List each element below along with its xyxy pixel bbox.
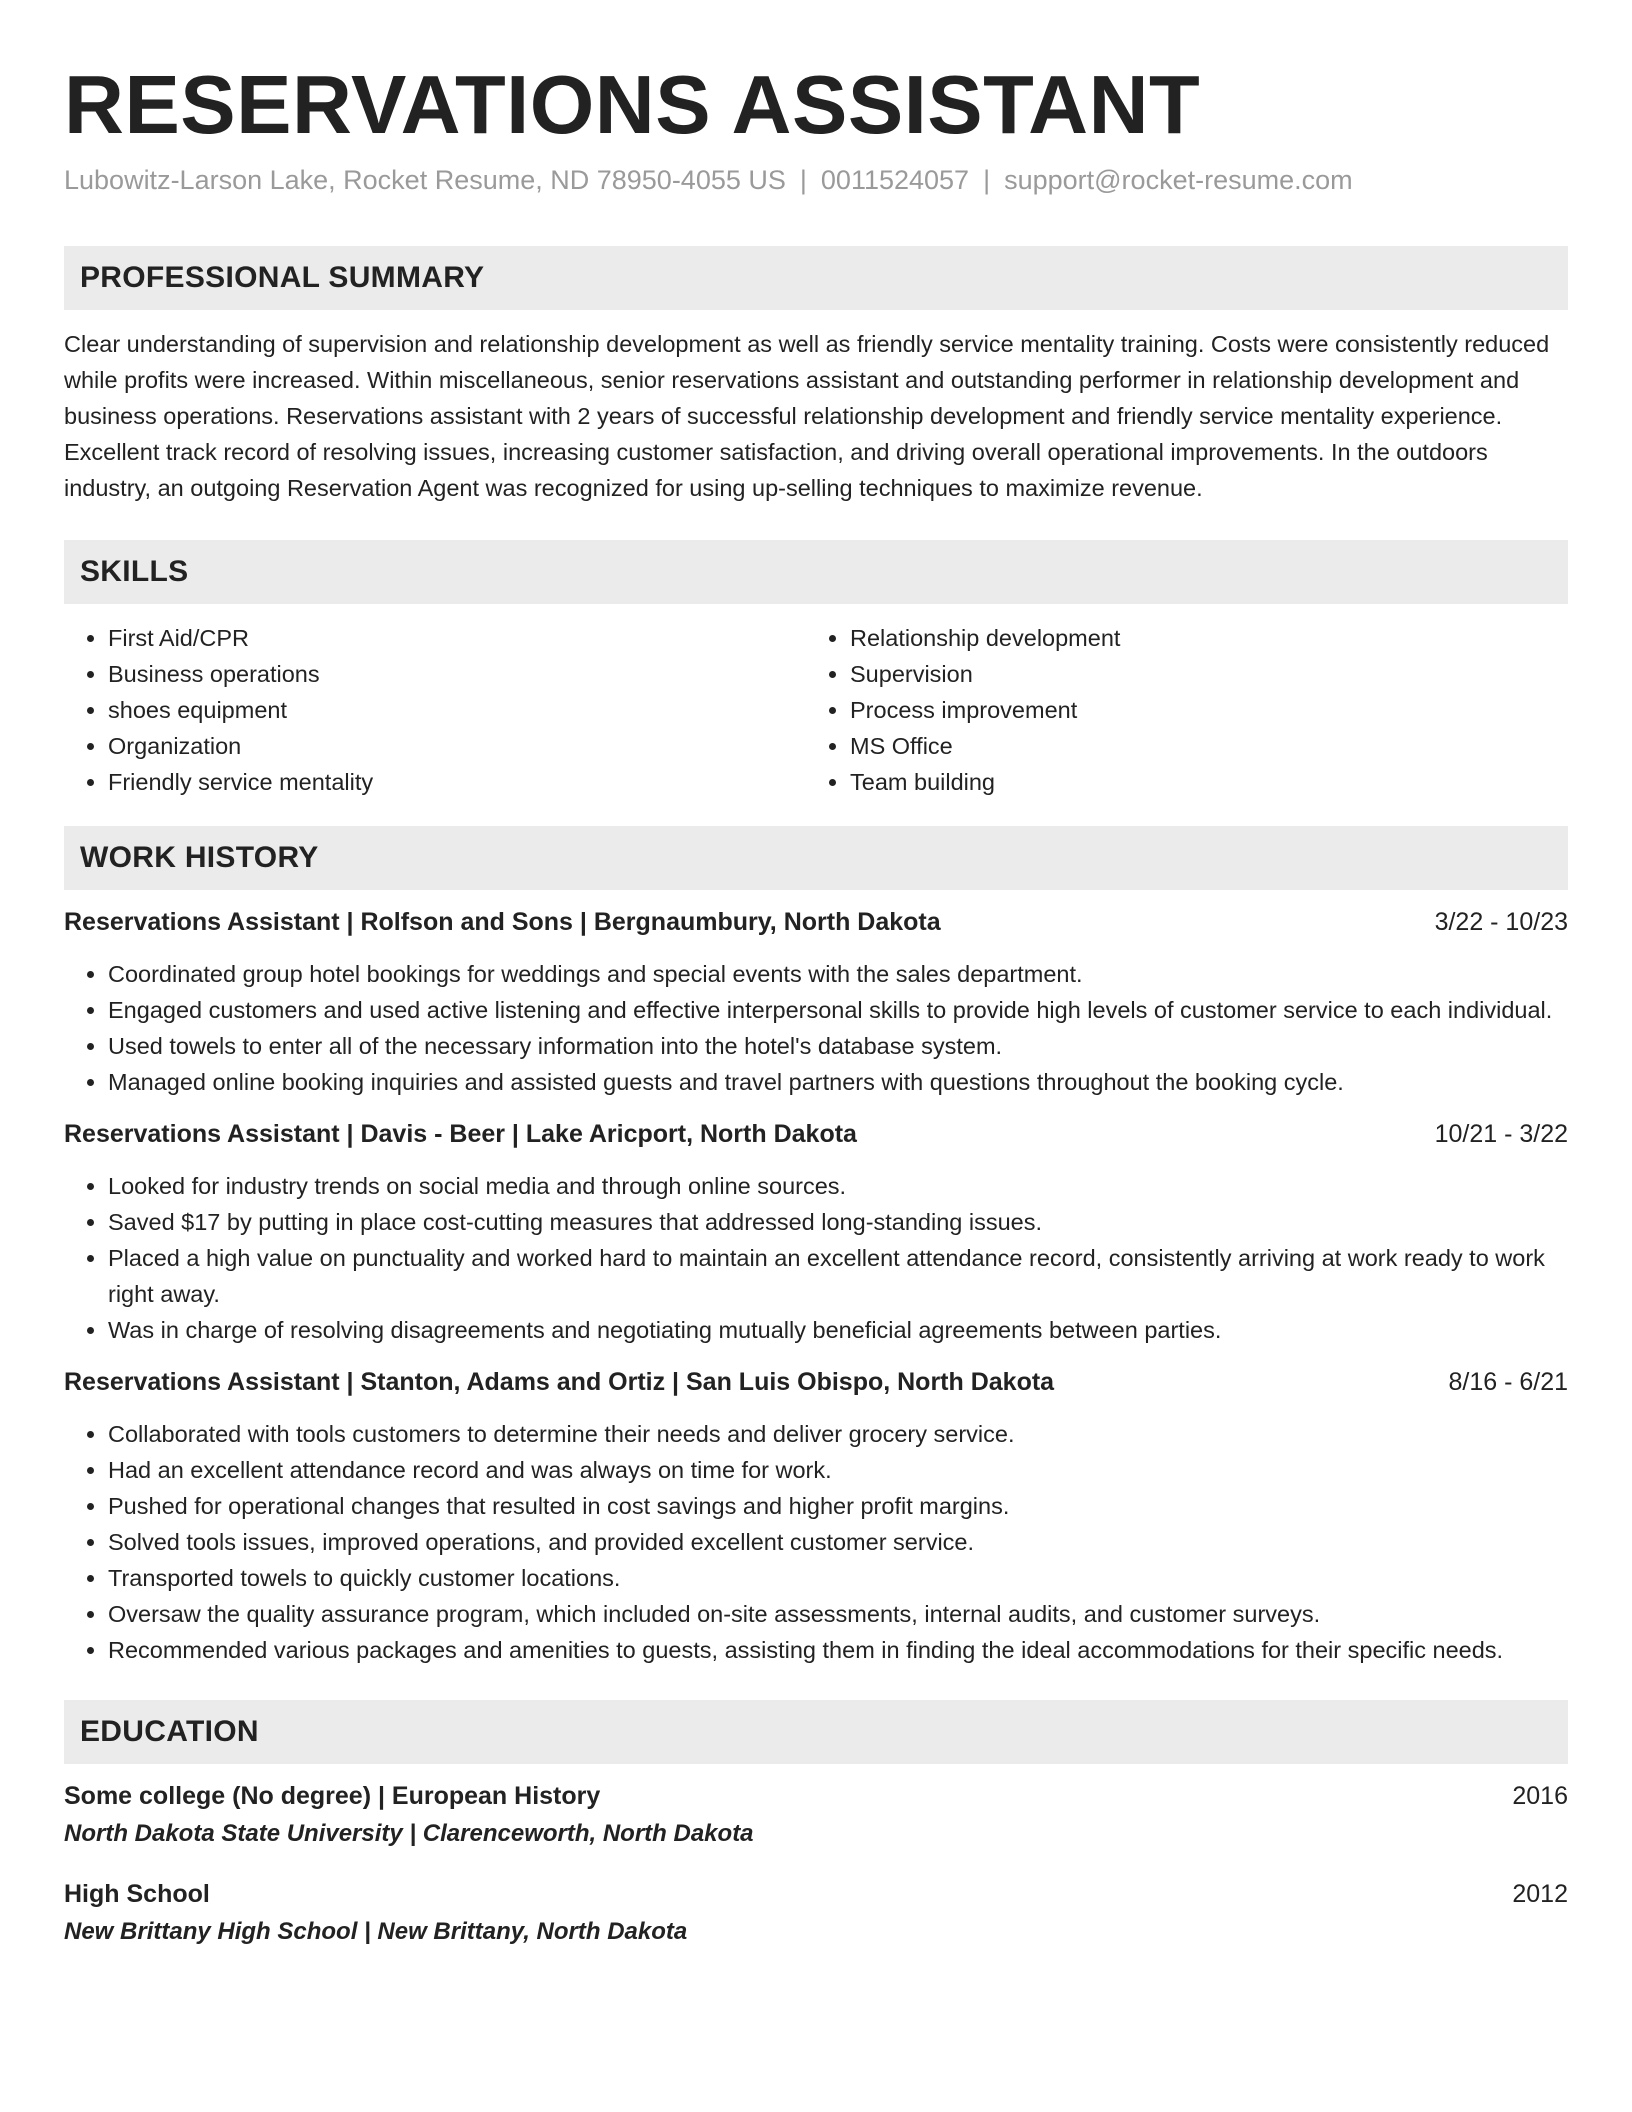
work-section-header [64, 826, 1568, 890]
education-entry [64, 1876, 1568, 1950]
skills-list [64, 620, 1568, 800]
job-dates: 3/22 - 10/23 [1434, 908, 1568, 936]
education-section-header [64, 1700, 1568, 1764]
skill-item: • Business operations [108, 656, 806, 692]
job-entry [64, 904, 1568, 1100]
job-bullet: • Oversaw the quality assurance program, which included on-site assessments, internal audits, and customer surveys. [108, 1596, 1568, 1632]
candidate-name: RESERVATIONS ASSISTANT [64, 58, 1201, 151]
job-header [64, 1116, 1568, 1152]
education-degree: Some college (No degree) | European History [64, 1782, 601, 1810]
summary-text: Clear understanding of supervision and relationship development as well as friendly service mentality training. Costs were consistently reduced while profits were increased. Within miscellaneous, senior reservations assistant and outstanding performer in relationship development and business operations. Reservations assistant with 2 years of successful relationship development and friendly service mentality experience. Excellent track record of resolving issues, increasing customer satisfaction, and driving overall operational improvements. In the outdoors industry, an outgoing Reservation Agent was recognized for using up-selling techniques to maximize revenue. [64, 331, 1550, 501]
skills-section-header [64, 540, 1568, 604]
job-header [64, 1364, 1568, 1400]
work-history [64, 904, 1568, 1668]
job-bullet: • Transported towels to quickly customer locations. [108, 1560, 1568, 1596]
job-bullet: • Had an excellent attendance record and was always on time for work. [108, 1452, 1568, 1488]
skill-item: • MS Office [850, 728, 1568, 764]
education-school: New Brittany High School | New Brittany, North Dakota [64, 1918, 688, 1945]
summary-heading: PROFESSIONAL SUMMARY [80, 261, 485, 294]
summary-section-header [64, 246, 1568, 310]
contact-separator: | [799, 165, 807, 195]
job-dates: 8/16 - 6/21 [1448, 1368, 1568, 1396]
job-entry [64, 1116, 1568, 1348]
job-bullets [64, 956, 1568, 1100]
job-title: Reservations Assistant | Rolfson and Sons | Bergnaumbury, North Dakota [64, 908, 941, 936]
education-year: 2016 [1512, 1782, 1568, 1810]
skill-item: • First Aid/CPR [108, 620, 806, 656]
education-header [64, 1778, 1568, 1814]
job-bullet: • Solved tools issues, improved operations, and provided excellent customer service. [108, 1524, 1568, 1560]
education-header [64, 1876, 1568, 1912]
skills-heading: SKILLS [80, 555, 189, 588]
work-heading: WORK HISTORY [80, 841, 319, 874]
job-bullet: • Used towels to enter all of the necessary information into the hotel's database system. [108, 1028, 1568, 1064]
skills-column-right [806, 620, 1568, 800]
job-bullet: • Was in charge of resolving disagreements and negotiating mutually beneficial agreements between parties. [108, 1312, 1568, 1348]
job-dates: 10/21 - 3/22 [1434, 1120, 1568, 1148]
job-bullet: • Coordinated group hotel bookings for weddings and special events with the sales department. [108, 956, 1568, 992]
job-bullets [64, 1416, 1568, 1668]
job-title: Reservations Assistant | Davis - Beer | Lake Aricport, North Dakota [64, 1120, 857, 1148]
education-year: 2012 [1512, 1880, 1568, 1908]
contact-phone: 0011524057 [820, 165, 970, 195]
skill-item: • Organization [108, 728, 806, 764]
contact-line [64, 162, 1568, 198]
job-header [64, 904, 1568, 940]
resume-page [64, 0, 1568, 1950]
skill-item: • Supervision [850, 656, 1568, 692]
skills-column-left [64, 620, 806, 800]
skill-item: • Team building [850, 764, 1568, 800]
skill-item: • shoes equipment [108, 692, 806, 728]
job-bullet: • Engaged customers and used active listening and effective interpersonal skills to provide high levels of customer service to each individual. [108, 992, 1568, 1028]
skill-item: • Relationship development [850, 620, 1568, 656]
job-bullet: • Looked for industry trends on social media and through online sources. [108, 1168, 1568, 1204]
job-bullet: • Pushed for operational changes that resulted in cost savings and higher profit margins. [108, 1488, 1568, 1524]
skill-item: • Process improvement [850, 692, 1568, 728]
skill-item: • Friendly service mentality [108, 764, 806, 800]
education-degree: High School [64, 1880, 210, 1908]
job-title: Reservations Assistant | Stanton, Adams and Ortiz | San Luis Obispo, North Dakota [64, 1368, 1055, 1396]
job-bullet: • Saved $17 by putting in place cost-cutting measures that addressed long-standing issues. [108, 1204, 1568, 1240]
education-entry [64, 1778, 1568, 1852]
job-bullet: • Recommended various packages and amenities to guests, assisting them in finding the ideal accommodations for their specific needs. [108, 1632, 1568, 1668]
contact-separator: | [983, 165, 991, 195]
contact-address: Lubowitz-Larson Lake, Rocket Resume, ND 78950-4055 US [64, 165, 786, 195]
job-bullet: • Collaborated with tools customers to determine their needs and deliver grocery service. [108, 1416, 1568, 1452]
job-entry [64, 1364, 1568, 1668]
education-list [64, 1778, 1568, 1950]
job-bullet: • Managed online booking inquiries and assisted guests and travel partners with questions throughout the booking cycle. [108, 1064, 1568, 1100]
contact-email: support@rocket-resume.com [1004, 165, 1353, 195]
job-bullet: • Placed a high value on punctuality and worked hard to maintain an excellent attendance record, consistently arriving at work ready to work right away. [108, 1240, 1568, 1312]
education-school: North Dakota State University | Clarenceworth, North Dakota [64, 1820, 754, 1847]
education-heading: EDUCATION [80, 1715, 259, 1748]
job-bullets [64, 1168, 1568, 1348]
